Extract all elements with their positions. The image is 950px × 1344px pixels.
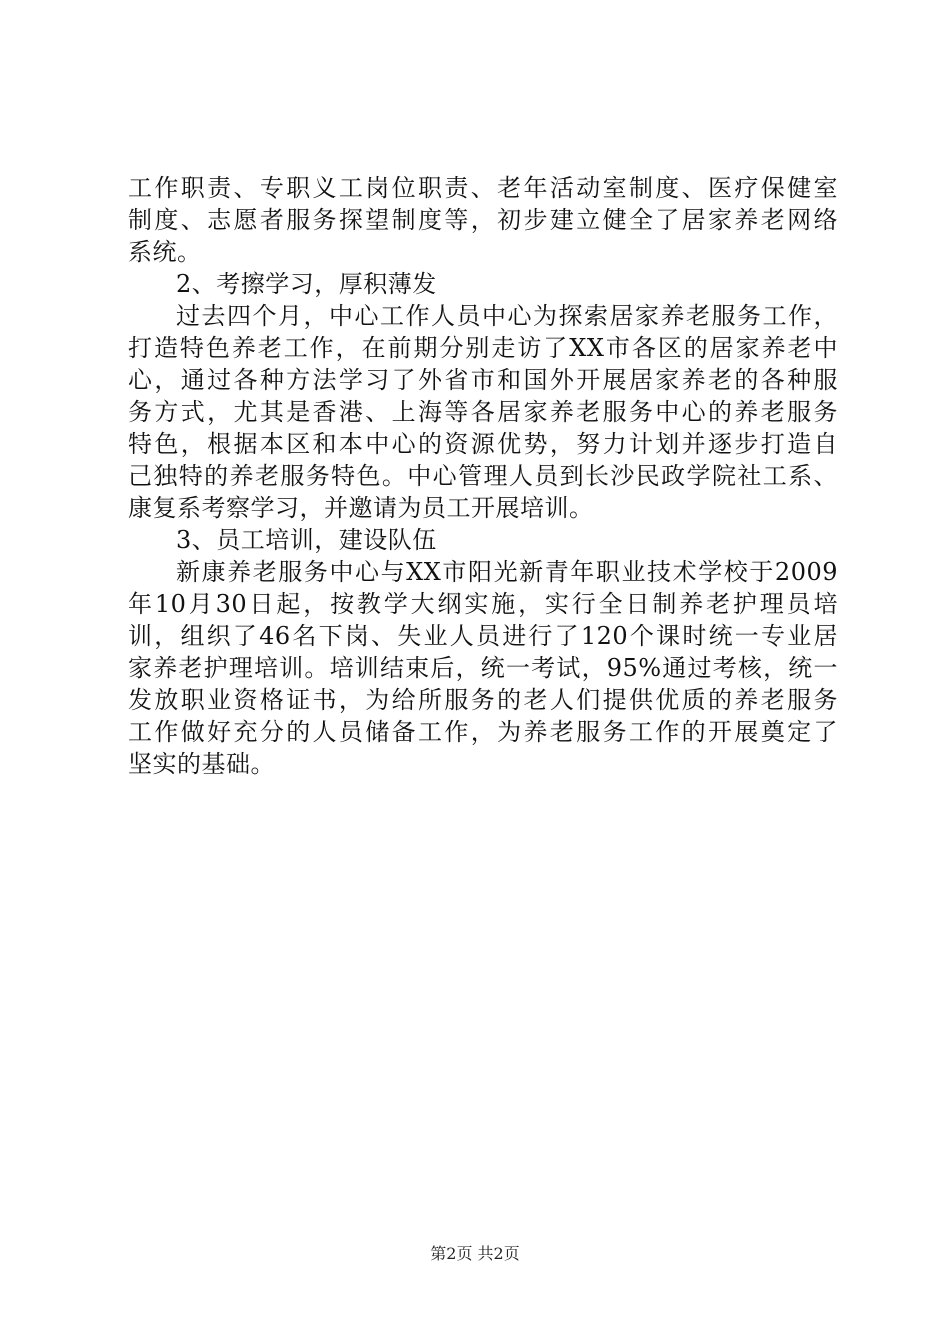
section-heading: 3、员工培训，建设队伍 <box>176 526 437 554</box>
text-line: 家养老护理培训。培训结束后，统一考试，95%通过考核，统一 <box>128 654 838 682</box>
text-line: 特色，根据本区和本中心的资源优势，努力计划并逐步打造自 <box>128 430 838 458</box>
text-line: 过去四个月，中心工作人员中心为探索居家养老服务工作， <box>176 302 838 330</box>
text-line: 心，通过各种方法学习了外省市和国外开展居家养老的各种服 <box>128 366 838 394</box>
text-line: 己独特的养老服务特色。中心管理人员到长沙民政学院社工系、 <box>128 462 838 490</box>
text-line: 工作职责、专职义工岗位职责、老年活动室制度、医疗保健室 <box>128 174 838 202</box>
document-body <box>128 172 838 780</box>
text-line: 制度、志愿者服务探望制度等，初步建立健全了居家养老网络 <box>128 206 838 234</box>
text-line: 打造特色养老工作，在前期分别走访了XX市各区的居家养老中 <box>128 334 838 362</box>
text-line: 系统。 <box>128 238 202 266</box>
text-line: 工作做好充分的人员储备工作，为养老服务工作的开展奠定了 <box>128 718 838 746</box>
text-line: 发放职业资格证书，为给所服务的老人们提供优质的养老服务 <box>128 686 838 714</box>
text-line: 年10月30日起，按教学大纲实施，实行全日制养老护理员培 <box>128 590 838 618</box>
text-line: 务方式，尤其是香港、上海等各居家养老服务中心的养老服务 <box>128 398 838 426</box>
text-line: 坚实的基础。 <box>128 750 275 778</box>
text-line: 新康养老服务中心与XX市阳光新青年职业技术学校于2009 <box>176 558 838 586</box>
text-line: 康复系考察学习，并邀请为员工开展培训。 <box>128 494 594 522</box>
text-line: 训，组织了46名下岗、失业人员进行了120个课时统一专业居 <box>128 622 838 650</box>
page-footer: 第2页 共2页 <box>430 1244 520 1263</box>
section-heading: 2、考擦学习，厚积薄发 <box>176 270 437 298</box>
